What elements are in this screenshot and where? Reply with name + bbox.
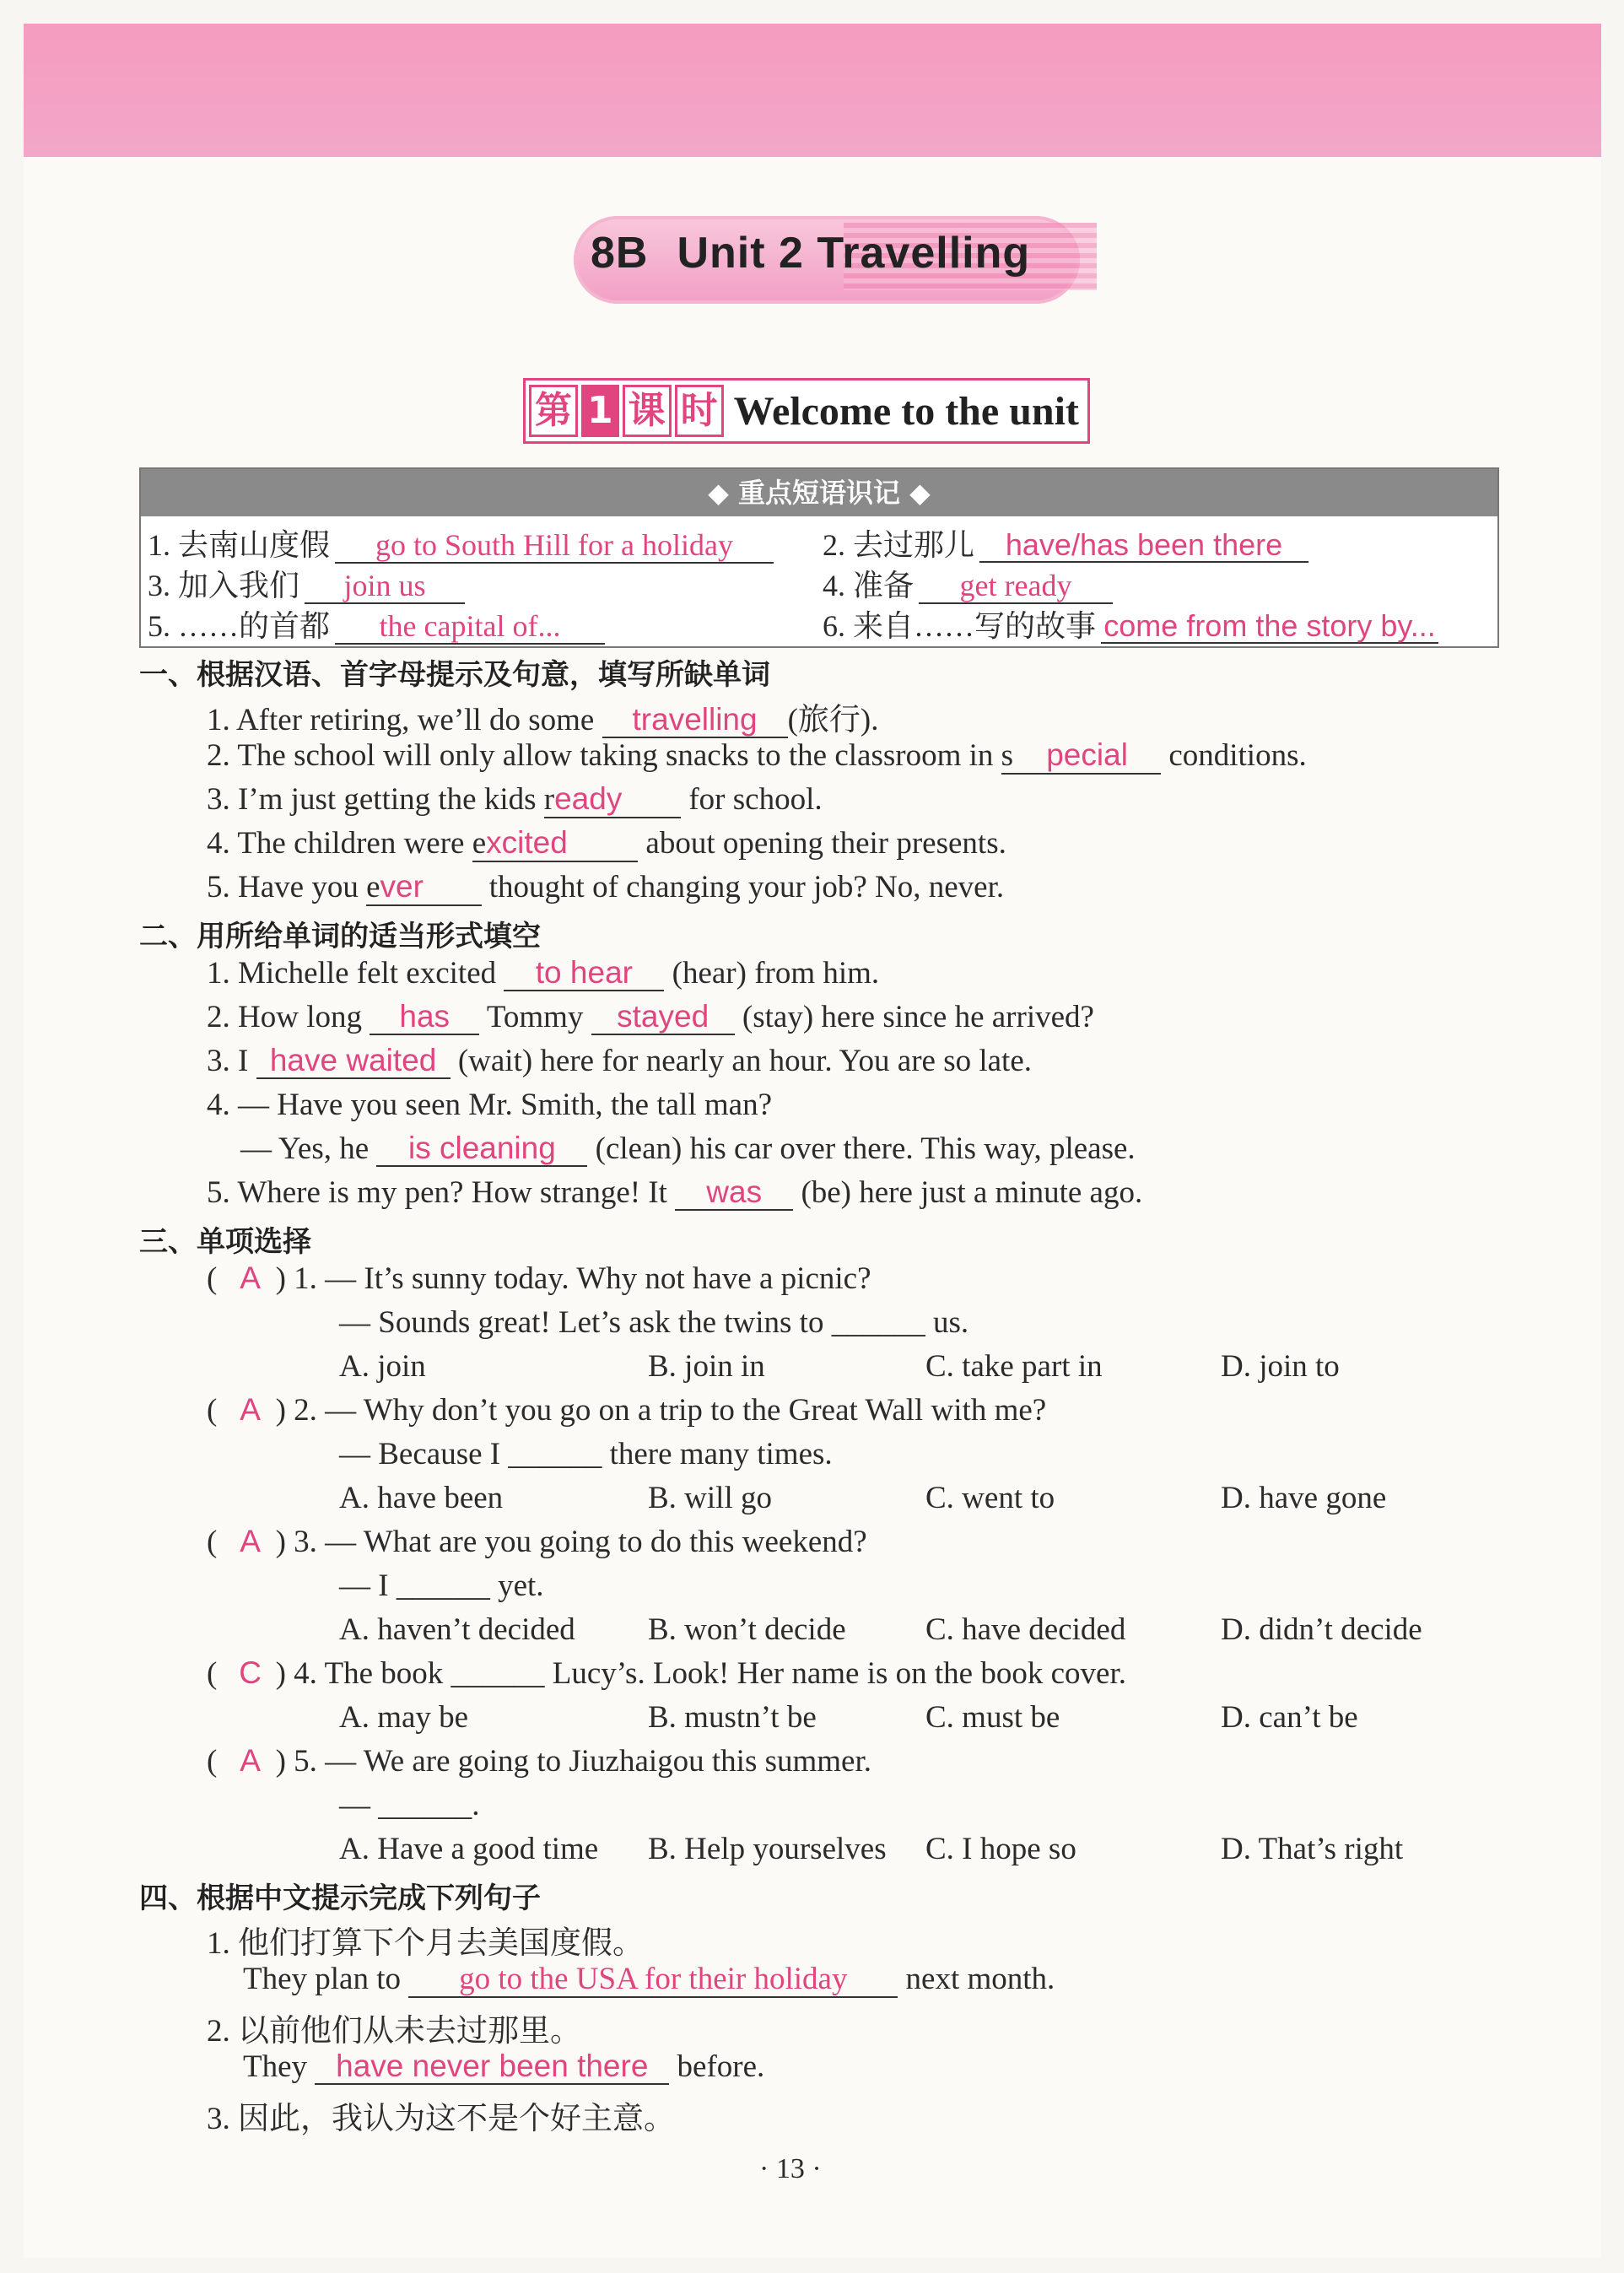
answer-blank: have never been there <box>315 2050 669 2085</box>
answer-text: xcited <box>486 825 568 860</box>
mc-question-line2: — Sounds great! Let’s ask the twins to ______ us. <box>339 1305 969 1340</box>
exercise-line <box>207 694 878 739</box>
section-heading-3: 三、单项选择 <box>139 1225 311 1259</box>
q-text: (clean) his car over there. This way, please. <box>595 1131 1136 1166</box>
answer-blank: to hear <box>504 957 664 991</box>
mc-answer: A <box>240 1743 261 1778</box>
option: D. have gone <box>1221 1481 1387 1515</box>
mc-answer: C <box>239 1655 262 1690</box>
q-text: 5. Have you <box>207 870 359 904</box>
lesson-title: Welcome to the unit <box>733 388 1079 434</box>
mc-question-line2: — I ______ yet. <box>339 1568 544 1603</box>
answer-blank: is cleaning <box>376 1132 587 1167</box>
exercise-line <box>207 955 879 991</box>
chinese-prompt: 3. 因此，我认为这不是个好主意。 <box>207 2102 675 2136</box>
unit-title <box>574 209 1097 310</box>
option: B. join in <box>648 1349 765 1384</box>
q-text: (stay) here since he arrived? <box>742 1000 1094 1034</box>
option: B. won’t decide <box>648 1612 846 1647</box>
lesson-box-1: 课 <box>623 385 672 437</box>
phrase-answer: the capital of... <box>335 611 605 645</box>
mc-answer: A <box>240 1261 261 1295</box>
mc-question: ( A ) 2. — Why don’t you go on a trip to the Great Wall with me? <box>207 1392 1047 1428</box>
answer-text: pecial <box>1046 737 1128 772</box>
option: D. join to <box>1221 1349 1340 1384</box>
section-heading-2: 二、用所给单词的适当形式填空 <box>139 920 541 953</box>
q-text: They <box>243 2049 308 2084</box>
q-text: for school. <box>688 782 823 817</box>
phrase-answer: get ready <box>919 570 1113 604</box>
q-text: 1. After retiring, we’ll do some <box>207 703 595 737</box>
q-text: 4. The children were <box>207 826 465 861</box>
q-text: 2. The school will only allow taking snacks to the classroom in <box>207 738 994 773</box>
option: D. That’s right <box>1221 1832 1404 1866</box>
exercise-line <box>207 737 1307 774</box>
phrase-item <box>148 602 605 645</box>
unit-name: Unit 2 Travelling <box>677 229 1031 278</box>
option: C. take part in <box>925 1349 1103 1384</box>
option: D. can’t be <box>1221 1700 1358 1735</box>
phrase-label: 6. 来自……写的故事 <box>823 609 1097 643</box>
initial-letter: e <box>472 826 487 861</box>
q-text: (wait) here for nearly an hour. You are so late. <box>457 1044 1032 1078</box>
answer-blank <box>1001 738 1161 775</box>
answer-blank <box>472 826 638 862</box>
q-text: (旅行). <box>787 703 879 737</box>
answer-blank: travelling <box>602 704 788 738</box>
q-text: conditions. <box>1168 738 1307 773</box>
key-phrases-box <box>139 467 1499 648</box>
exercise-line <box>207 825 1006 861</box>
answer-text: ver <box>380 869 424 904</box>
initial-letter: s <box>1001 738 1014 773</box>
initial-letter: r <box>543 782 555 817</box>
phrase-item <box>823 562 1113 605</box>
mc-question: ( A ) 1. — It’s sunny today. Why not have a picnic? <box>207 1261 871 1296</box>
q-text: ) 5. — We are going to Jiuzhaigou this summer. <box>275 1744 872 1779</box>
lesson-box-2: 时 <box>675 385 724 437</box>
exercise-line <box>207 1043 1032 1079</box>
answer-blank <box>544 782 681 818</box>
option: C. went to <box>925 1481 1055 1515</box>
phrase-label: 2. 去过那儿 <box>823 528 975 562</box>
initial-letter: e <box>366 870 380 904</box>
phrase-label: 3. 加入我们 <box>148 569 300 602</box>
q-text: 2. How long <box>207 1000 362 1034</box>
answer-blank <box>366 870 481 906</box>
q-text: ) 2. — Why don’t you go on a trip to the Great Wall with me? <box>275 1393 1047 1428</box>
option: A. haven’t decided <box>339 1612 575 1647</box>
answer-blank: stayed <box>591 1001 735 1035</box>
phrase-label: 1. 去南山度假 <box>148 528 331 562</box>
phrase-answer: come from the story by... <box>1101 610 1438 644</box>
option: D. didn’t decide <box>1221 1612 1422 1647</box>
q-text: thought of changing your job? No, never. <box>488 870 1005 904</box>
mc-question-line2: — Because I ______ there many times. <box>339 1437 833 1471</box>
phrase-item <box>823 602 1438 645</box>
chinese-prompt: 2. 以前他们从未去过那里。 <box>207 2014 581 2049</box>
phrase-item <box>148 521 774 564</box>
option: C. must be <box>925 1700 1060 1735</box>
q-text: before. <box>677 2049 765 2084</box>
q-text: They plan to <box>243 1962 402 1996</box>
lesson-prefix: 第 <box>529 385 578 437</box>
page-number: · 13 · <box>759 2153 822 2184</box>
exercise-line: 4. — Have you seen Mr. Smith, the tall man? <box>207 1088 772 1122</box>
lesson-header <box>523 378 1090 444</box>
phrase-answer: join us <box>305 570 465 604</box>
option: C. I hope so <box>925 1832 1076 1866</box>
q-text: next month. <box>905 1962 1055 1996</box>
section-heading-1: 一、根据汉语、首字母提示及句意，填写所缺单词 <box>139 658 770 692</box>
section-heading-4: 四、根据中文提示完成下列句子 <box>139 1882 541 1915</box>
mc-answer: A <box>240 1392 261 1427</box>
option: A. Have a good time <box>339 1832 599 1866</box>
key-phrases-heading: ◆ 重点短语识记 ◆ <box>141 469 1497 516</box>
q-text: 1. Michelle felt excited <box>207 956 497 991</box>
chinese-prompt: 1. 他们打算下个月去美国度假。 <box>207 1926 644 1961</box>
phrase-label: 4. 准备 <box>823 569 915 602</box>
q-text: 3. I’m just getting the kids <box>207 782 537 817</box>
option: B. Help yourselves <box>648 1832 887 1866</box>
mc-question: ( A ) 5. — We are going to Jiuzhaigou this summer. <box>207 1743 872 1779</box>
q-text: 3. I <box>207 1044 249 1078</box>
mc-question: ( C ) 4. The book ______ Lucy’s. Look! Her name is on the book cover. <box>207 1655 1126 1691</box>
q-text: about opening their presents. <box>645 826 1006 861</box>
q-text: 5. Where is my pen? How strange! It <box>207 1175 667 1210</box>
q-text: Tommy <box>486 1000 584 1034</box>
phrase-item <box>148 562 465 605</box>
option: B. will go <box>648 1481 772 1515</box>
exercise-line <box>243 1961 1055 1998</box>
option: B. mustn’t be <box>648 1700 817 1735</box>
answer-blank: was <box>675 1176 793 1211</box>
phrase-label: 5. ……的首都 <box>148 609 331 643</box>
exercise-line <box>207 999 1094 1035</box>
exercise-line <box>207 869 1004 905</box>
option: A. join <box>339 1349 426 1384</box>
top-banner <box>24 24 1601 157</box>
unit-title-text <box>591 228 1030 278</box>
q-text: ) 4. The book ______ Lucy’s. Look! Her name is on the book cover. <box>275 1656 1126 1691</box>
unit-code: 8B <box>591 229 649 278</box>
phrase-answer: go to South Hill for a holiday <box>335 530 774 564</box>
option: C. have decided <box>925 1612 1126 1647</box>
phrase-item <box>823 521 1308 564</box>
answer-text: eady <box>554 781 623 816</box>
exercise-line <box>207 1174 1142 1211</box>
option: A. may be <box>339 1700 469 1735</box>
answer-blank: has <box>370 1001 479 1035</box>
phrase-answer: have/has been there <box>979 529 1308 563</box>
mc-answer: A <box>240 1524 261 1558</box>
lesson-number: 1 <box>581 385 619 437</box>
exercise-line <box>207 781 823 818</box>
answer-blank: have waited <box>256 1045 451 1079</box>
exercise-line <box>243 2049 764 2085</box>
q-text: — Yes, he <box>240 1131 370 1166</box>
q-text: (hear) from him. <box>672 956 880 991</box>
mc-question-line2: — ______. <box>339 1788 480 1822</box>
answer-blank: go to the USA for their holiday <box>408 1963 898 1998</box>
mc-question: ( A ) 3. — What are you going to do this weekend? <box>207 1524 867 1559</box>
q-text: ) 3. — What are you going to do this weekend? <box>275 1525 867 1559</box>
exercise-line <box>240 1131 1136 1167</box>
q-text: ) 1. — It’s sunny today. Why not have a picnic? <box>275 1261 871 1296</box>
option: A. have been <box>339 1481 504 1515</box>
q-text: (be) here just a minute ago. <box>801 1175 1143 1210</box>
